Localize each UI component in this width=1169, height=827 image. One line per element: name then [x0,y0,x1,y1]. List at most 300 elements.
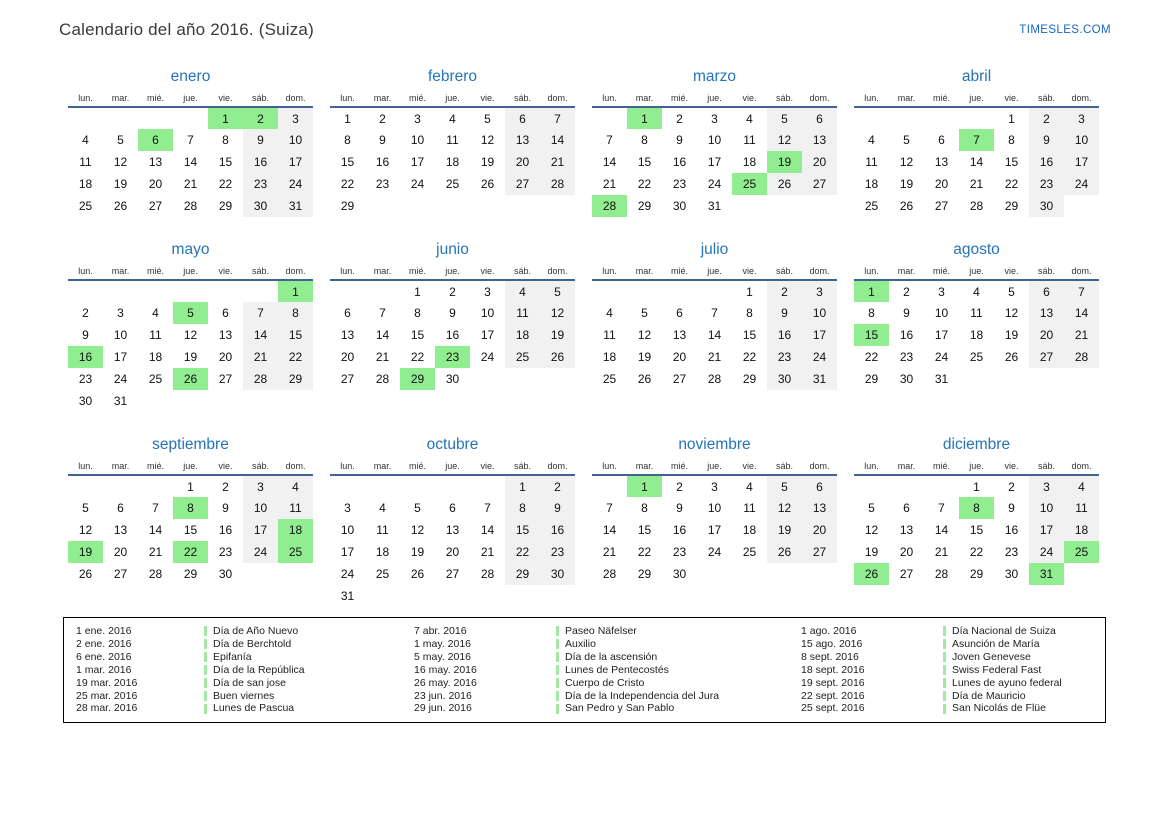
page-title: Calendario del año 2016. (Suiza) [59,20,314,39]
legend-entry [801,651,1101,664]
day-cell: 11 [1064,497,1099,519]
day-cell: 27 [802,173,837,195]
month-block [330,241,575,390]
legend-bar-icon [943,678,946,688]
legend-entry [414,664,801,677]
legend-entry [414,702,801,715]
empty-cell [138,107,173,129]
day-cell: 12 [183,328,198,342]
empty-cell [243,280,278,302]
weekday-header: sáb. [775,266,793,276]
day-cell: 24 [1029,541,1064,563]
day-cell: 2 [540,475,575,497]
day-cell: 2 [676,479,683,494]
day-cell: 27 [672,372,687,386]
month-table [330,461,575,607]
weekday-header: lun. [602,93,617,103]
weekday-header: sáb. [1037,93,1055,103]
day-cell: 20 [802,151,837,173]
day-cell: 24 [1064,173,1099,195]
week-row [330,302,575,324]
day-cell: 26 [637,372,652,386]
holiday-name [556,690,719,703]
empty-cell [889,107,924,129]
weekday-header: dom. [809,461,830,471]
day-cell: 19 [637,350,652,364]
day-cell: 18 [969,328,984,342]
empty-cell [68,475,103,497]
holiday-day-cell: 1 [854,280,889,302]
day-cell: 23 [767,346,802,368]
day-cell: 10 [243,497,278,519]
weekday-header: mar. [373,461,392,471]
weekday-header: mié. [670,93,688,103]
empty-cell [103,107,138,129]
week-row [592,541,837,563]
day-cell: 16 [375,155,390,169]
holiday-name-text: Cuerpo de Cristo [565,676,645,689]
day-cell: 11 [149,328,162,342]
day-cell: 14 [148,523,163,537]
day-cell: 30 [672,199,687,213]
month-block [854,241,1099,390]
day-cell: 5 [767,107,802,129]
day-cell: 23 [1004,545,1019,559]
brand-link[interactable]: TIMESLES.COM [1019,24,1111,36]
empty-cell [697,280,732,302]
holiday-date: 7 abr. 2016 [414,625,467,637]
day-cell: 3 [1029,475,1064,497]
holiday-day-cell: 16 [68,346,103,368]
day-cell: 25 [375,567,390,581]
day-cell: 22 [864,350,879,364]
week-row [330,107,575,129]
day-cell: 1 [973,479,980,494]
day-cell: 15 [278,324,313,346]
legend-bar-icon [556,691,559,701]
day-cell: 24 [934,350,949,364]
month-block [592,241,837,390]
weekday-header: sáb. [251,266,269,276]
day-cell: 13 [218,328,233,342]
week-row [68,541,313,563]
day-cell: 27 [934,199,949,213]
holiday-day-cell: 25 [278,541,313,563]
day-cell: 24 [278,173,313,195]
day-cell: 15 [742,328,757,342]
day-cell: 14 [375,328,390,342]
day-cell: 15 [1004,155,1019,169]
day-cell: 12 [113,155,128,169]
day-cell: 13 [113,523,128,537]
day-cell: 18 [602,350,617,364]
empty-cell [400,585,435,607]
day-cell: 21 [375,350,390,364]
empty-cell [802,195,837,217]
month-title: noviembre [678,436,751,453]
empty-cell [732,563,767,585]
holiday-name [556,625,637,638]
day-cell: 9 [1029,129,1064,151]
weekday-header: sáb. [513,266,531,276]
day-cell: 19 [113,177,128,191]
day-cell: 24 [340,567,355,581]
day-cell: 27 [505,173,540,195]
weekday-header: jue. [445,461,460,471]
week-row [592,107,837,129]
month-block [592,436,837,585]
holiday-name [204,677,286,690]
empty-cell [505,585,540,607]
month-table [854,461,1099,585]
day-cell: 30 [218,567,233,581]
day-cell: 24 [480,350,495,364]
day-cell: 13 [672,328,687,342]
day-cell: 4 [152,306,159,320]
month-title: febrero [427,68,478,85]
day-cell: 29 [864,372,879,386]
empty-cell [68,107,103,129]
week-row [592,173,837,195]
holiday-day-cell: 29 [400,368,435,390]
day-cell: 23 [375,177,390,191]
day-cell: 6 [1029,280,1064,302]
weekday-header: lun. [78,93,93,103]
day-cell: 14 [707,328,722,342]
holiday-date: 23 jun. 2016 [414,689,472,702]
day-cell: 29 [340,199,355,213]
weekday-header: mié. [932,266,950,276]
day-cell: 28 [707,372,722,386]
week-row [854,280,1099,302]
weekday-header: vie. [218,461,233,471]
day-cell: 22 [637,545,652,559]
day-cell: 3 [711,479,718,494]
day-cell: 2 [767,280,802,302]
weekday-header: vie. [480,266,495,276]
day-cell: 31 [707,199,722,213]
weekday-header: sáb. [513,461,531,471]
month-title: diciembre [942,436,1011,453]
holiday-day-cell: 1 [208,107,243,129]
weekday-header: lun. [78,461,93,471]
day-cell: 24 [707,177,722,191]
empty-cell [173,390,208,412]
day-cell: 2 [379,111,386,126]
holiday-day-cell: 22 [173,541,208,563]
month-block [592,68,837,217]
weekday-header: mar. [897,266,916,276]
week-row [68,390,313,412]
empty-cell [505,368,540,390]
holiday-date: 19 mar. 2016 [76,676,138,689]
day-cell: 13 [802,129,837,151]
empty-cell [540,368,575,390]
day-cell: 6 [676,306,683,320]
day-cell: 24 [113,372,128,386]
holiday-name [204,664,305,677]
weekday-header: dom. [547,461,568,471]
weekday-header: mar. [373,266,392,276]
month-table [330,93,575,217]
week-row [854,129,1099,151]
day-cell: 7 [379,306,386,320]
holiday-name [556,664,669,677]
week-row [854,173,1099,195]
legend-entry [76,690,414,703]
holiday-legend [63,617,1106,723]
day-cell: 31 [934,372,949,386]
day-cell: 10 [480,306,495,320]
weekday-header: sáb. [775,461,793,471]
day-cell: 31 [113,394,128,408]
day-cell: 22 [742,350,757,364]
day-cell: 8 [641,133,648,147]
week-row [854,107,1099,129]
day-cell: 2 [449,284,456,299]
empty-cell [365,585,400,607]
day-cell: 30 [1004,567,1019,581]
day-cell: 2 [222,479,229,494]
day-cell: 28 [375,372,390,386]
day-cell: 14 [183,155,198,169]
day-cell: 23 [218,545,233,559]
day-cell: 18 [445,155,460,169]
week-row [330,519,575,541]
day-cell: 13 [802,497,837,519]
day-cell: 21 [480,545,495,559]
day-cell: 2 [676,111,683,126]
empty-cell [540,585,575,607]
empty-cell [243,563,278,585]
holiday-day-cell: 8 [173,497,208,519]
empty-cell [365,280,400,302]
month-block [854,436,1099,585]
day-cell: 17 [243,519,278,541]
holiday-name [943,702,1046,715]
day-cell: 28 [148,567,163,581]
week-row [854,519,1099,541]
day-cell: 23 [899,350,914,364]
legend-entry [76,677,414,690]
day-cell: 6 [222,306,229,320]
weekday-header-row [592,93,837,107]
empty-cell [435,195,470,217]
day-cell: 18 [505,324,540,346]
day-cell: 4 [1064,475,1099,497]
day-cell: 19 [183,350,198,364]
day-cell: 17 [480,328,495,342]
day-cell: 29 [637,199,652,213]
day-cell: 20 [340,350,355,364]
day-cell: 26 [78,567,93,581]
weekday-header: mar. [897,93,916,103]
holiday-date: 16 may. 2016 [414,663,477,676]
holiday-name [556,638,596,651]
empty-cell [592,280,627,302]
week-row [330,173,575,195]
day-cell: 28 [602,567,617,581]
month-table [854,93,1099,217]
month-block [68,68,313,217]
day-cell: 10 [802,302,837,324]
day-cell: 21 [707,350,722,364]
day-cell: 12 [540,302,575,324]
month-title: septiembre [152,436,229,453]
holiday-date: 26 may. 2016 [414,676,477,689]
day-cell: 1 [505,475,540,497]
weekday-header: lun. [340,266,355,276]
day-cell: 3 [484,284,491,299]
day-cell: 4 [82,133,89,147]
day-cell: 30 [1029,195,1064,217]
day-cell: 20 [934,177,949,191]
day-cell: 19 [540,324,575,346]
weekday-header: mar. [111,93,130,103]
weekday-header: lun. [602,266,617,276]
weekday-header: vie. [742,461,757,471]
day-cell: 13 [1029,302,1064,324]
holiday-day-cell: 31 [1029,563,1064,585]
holiday-day-cell: 6 [138,129,173,151]
month-table [68,266,313,412]
day-cell: 3 [711,111,718,126]
weekday-header-row [68,266,313,280]
legend-entry [76,664,414,677]
holiday-name [204,651,252,664]
day-cell: 27 [899,567,914,581]
holiday-name-text: Swiss Federal Fast [952,663,1042,676]
day-cell: 26 [410,567,425,581]
holiday-name-text: Día de la Independencia del Jura [565,689,720,702]
day-cell: 29 [278,368,313,390]
holiday-name-text: Día de Berchtold [213,637,292,650]
month-table [592,93,837,217]
holiday-date: 25 mar. 2016 [76,689,138,702]
holiday-name-text: Joven Genevese [952,650,1031,663]
empty-cell [767,563,802,585]
day-cell: 11 [505,302,540,324]
legend-column [801,625,1101,715]
day-cell: 31 [278,195,313,217]
day-cell: 18 [148,350,163,364]
day-cell: 29 [218,199,233,213]
weekday-header: lun. [78,266,93,276]
day-cell: 6 [802,475,837,497]
month-title: marzo [692,68,737,85]
day-cell: 17 [278,151,313,173]
weekday-header: vie. [1004,266,1019,276]
day-cell: 25 [148,372,163,386]
weekday-header: vie. [480,461,495,471]
day-cell: 9 [540,497,575,519]
month-title: julio [700,241,729,258]
day-cell: 24 [410,177,425,191]
weekday-header: sáb. [251,93,269,103]
weekday-header: mié. [932,461,950,471]
holiday-day-cell: 8 [959,497,994,519]
day-cell: 7 [484,501,491,515]
day-cell: 3 [414,111,421,126]
day-cell: 26 [480,177,495,191]
month-table [592,461,837,585]
day-cell: 9 [676,501,683,515]
day-cell: 20 [218,350,233,364]
day-cell: 6 [505,107,540,129]
weekday-header: lun. [602,461,617,471]
empty-cell [365,475,400,497]
day-cell: 12 [410,523,425,537]
holiday-name [556,651,657,664]
day-cell: 5 [484,111,491,126]
weekday-header-row [330,461,575,475]
empty-cell [435,585,470,607]
weekday-header: mié. [146,93,164,103]
legend-bar-icon [943,639,946,649]
week-row [68,302,313,324]
day-cell: 18 [1064,519,1099,541]
week-row [330,563,575,585]
legend-bar-icon [204,691,207,701]
week-row [854,151,1099,173]
legend-entry [801,625,1101,638]
day-cell: 4 [606,306,613,320]
holiday-day-cell: 25 [732,173,767,195]
day-cell: 11 [278,497,313,519]
day-cell: 5 [117,133,124,147]
month-block [854,68,1099,217]
weekday-header: vie. [742,93,757,103]
legend-bar-icon [943,704,946,714]
weekday-header-row [330,266,575,280]
weekday-header: jue. [969,461,984,471]
day-cell: 7 [187,133,194,147]
month-block [330,68,575,217]
week-row [330,151,575,173]
legend-entry [76,638,414,651]
legend-entry [414,625,801,638]
weekday-header: mié. [670,461,688,471]
day-cell: 29 [969,567,984,581]
day-cell: 16 [1004,523,1019,537]
day-cell: 19 [480,155,495,169]
day-cell: 28 [969,199,984,213]
day-cell: 16 [243,151,278,173]
day-cell: 20 [148,177,163,191]
day-cell: 14 [602,523,617,537]
day-cell: 16 [1029,151,1064,173]
day-cell: 27 [1029,346,1064,368]
day-cell: 20 [505,151,540,173]
weekday-header: dom. [547,266,568,276]
day-cell: 1 [414,284,421,299]
day-cell: 16 [672,155,687,169]
day-cell: 21 [602,545,617,559]
day-cell: 11 [79,155,92,169]
holiday-name-text: Lunes de Pascua [213,702,295,715]
weekday-header: vie. [218,266,233,276]
holiday-name-text: San Nicolás de Flüe [952,702,1046,715]
weekday-header: mar. [635,461,654,471]
day-cell: 9 [903,306,910,320]
weekday-header-row [592,461,837,475]
holiday-day-cell: 7 [959,129,994,151]
day-cell: 8 [414,306,421,320]
day-cell: 5 [641,306,648,320]
day-cell: 13 [445,523,460,537]
day-cell: 16 [445,328,460,342]
day-cell: 24 [707,545,722,559]
